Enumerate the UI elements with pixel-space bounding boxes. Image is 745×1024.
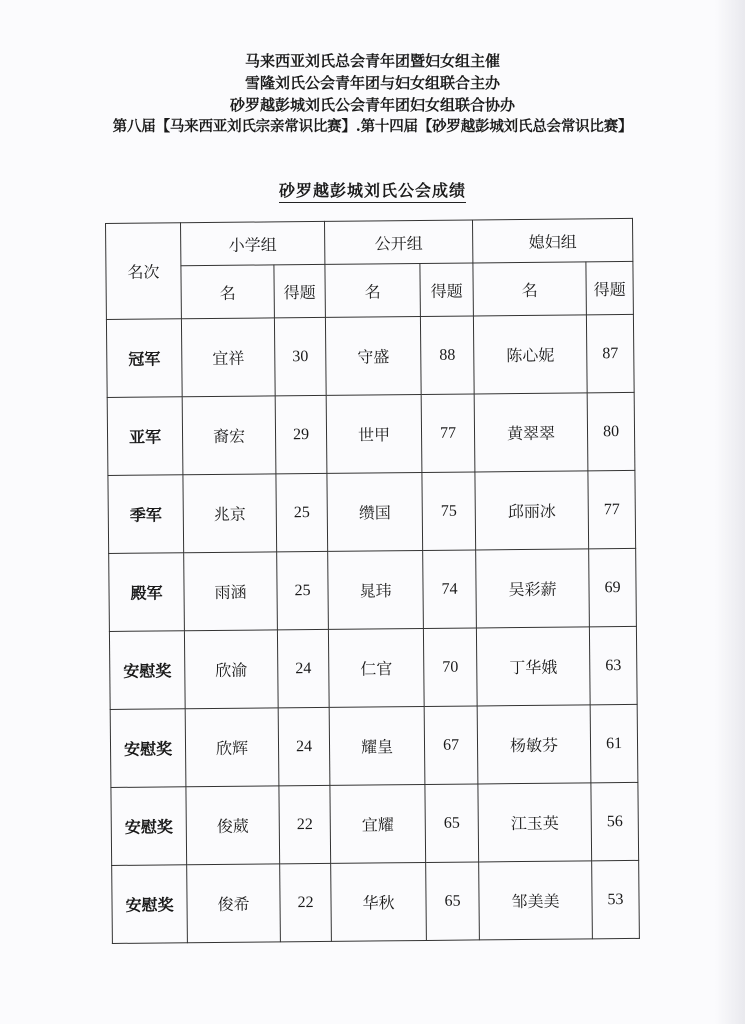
open-score-cell: 65	[425, 784, 479, 863]
page-title: 砂罗越彭城刘氏公会成绩	[279, 181, 466, 203]
rank-header: 名次	[106, 223, 182, 320]
table-group-header-row	[106, 218, 633, 266]
open-name-cell: 宜耀	[330, 784, 426, 863]
dil-score-cell: 61	[590, 704, 638, 782]
rank-cell: 安慰奖	[110, 709, 186, 788]
name-subheader: 名	[181, 265, 275, 319]
dil-score-cell: 69	[589, 548, 637, 626]
primary-score-cell: 24	[278, 707, 330, 785]
open-name-cell: 世甲	[326, 394, 422, 473]
rank-cell: 安慰奖	[109, 631, 185, 710]
primary-score-cell: 24	[277, 629, 329, 707]
header-line-4: 第八届【马来西亚刘氏宗亲常识比赛】.第十四届【砂罗越彭城刘氏总会常识比赛】	[112, 118, 633, 135]
group-header-open: 公开组	[324, 220, 472, 264]
primary-score-cell: 22	[280, 863, 332, 941]
dil-name-cell: 杨敏芬	[477, 705, 591, 784]
open-score-cell: 77	[421, 394, 475, 473]
dil-name-cell: 邱丽冰	[475, 471, 589, 550]
table-row	[112, 860, 640, 943]
dil-score-cell: 80	[587, 392, 635, 470]
open-score-cell: 65	[426, 862, 480, 941]
primary-name-cell: 兆京	[183, 474, 277, 553]
header-line-3: 砂罗越彭城刘氏公会青年团妇女组联合协办	[229, 96, 515, 114]
open-score-cell: 88	[420, 316, 474, 395]
open-name-cell: 晁玮	[328, 550, 424, 629]
dil-score-cell: 53	[592, 860, 640, 938]
dil-score-cell: 87	[586, 314, 634, 392]
dil-name-cell: 丁华娥	[476, 627, 590, 706]
dil-score-cell: 77	[588, 470, 636, 548]
primary-score-cell: 25	[277, 551, 329, 629]
table-row	[110, 704, 638, 787]
page-edge-shadow	[715, 0, 745, 1024]
group-header-daughters-in-law: 媳妇组	[472, 218, 632, 263]
open-name-cell: 耀皇	[329, 706, 425, 785]
header-line-2: 雪隆刘氏公会青年团与妇女组联合主办	[244, 74, 500, 92]
table-row	[108, 470, 636, 553]
open-name-cell: 华秋	[331, 862, 427, 941]
primary-name-cell: 欣辉	[185, 708, 279, 787]
open-name-cell: 守盛	[325, 316, 421, 395]
dil-name-cell: 吴彩薪	[476, 549, 590, 628]
rank-cell: 安慰奖	[111, 787, 187, 866]
rank-cell: 殿军	[109, 553, 185, 632]
open-score-cell: 74	[423, 550, 477, 629]
dil-name-cell: 黄翠翠	[474, 393, 588, 472]
open-score-cell: 75	[422, 472, 476, 551]
primary-name-cell: 欣渝	[184, 630, 278, 709]
dil-name-cell: 陈心妮	[473, 315, 587, 394]
open-score-cell: 70	[423, 628, 477, 707]
open-score-cell: 67	[424, 706, 478, 785]
rank-cell: 冠军	[106, 319, 182, 398]
primary-name-cell: 俊葳	[186, 786, 280, 865]
table-row	[109, 626, 637, 709]
table-subheader-row	[106, 261, 633, 319]
rank-cell: 季军	[108, 475, 184, 554]
name-subheader: 名	[325, 263, 421, 317]
score-subheader: 得题	[420, 263, 474, 317]
table-row	[111, 782, 639, 865]
open-name-cell: 缵国	[327, 472, 423, 551]
primary-score-cell: 29	[275, 395, 327, 473]
results-table	[105, 218, 640, 944]
primary-name-cell: 雨涵	[184, 552, 278, 631]
dil-score-cell: 56	[591, 782, 639, 860]
primary-name-cell: 俊希	[187, 864, 281, 943]
open-name-cell: 仁官	[328, 628, 424, 707]
dil-name-cell: 江玉英	[478, 783, 592, 862]
table-row	[107, 392, 635, 475]
primary-score-cell: 22	[279, 785, 331, 863]
header-line-1: 马来西亚刘氏总会青年团暨妇女组主催	[244, 52, 500, 70]
score-subheader: 得题	[586, 261, 634, 314]
group-header-primary: 小学组	[181, 221, 325, 265]
name-subheader: 名	[473, 262, 587, 316]
primary-score-cell: 25	[276, 473, 328, 551]
dil-name-cell: 邹美美	[479, 861, 593, 940]
table-row	[106, 314, 634, 397]
rank-cell: 亚军	[107, 397, 183, 476]
primary-score-cell: 30	[274, 317, 326, 395]
primary-name-cell: 宜祥	[181, 318, 275, 397]
score-subheader: 得题	[274, 264, 326, 317]
organizer-header	[0, 50, 745, 138]
table-row	[109, 548, 637, 631]
dil-score-cell: 63	[589, 626, 637, 704]
primary-name-cell: 裔宏	[182, 396, 276, 475]
rank-cell: 安慰奖	[112, 865, 188, 944]
page-title-wrapper	[0, 178, 745, 201]
